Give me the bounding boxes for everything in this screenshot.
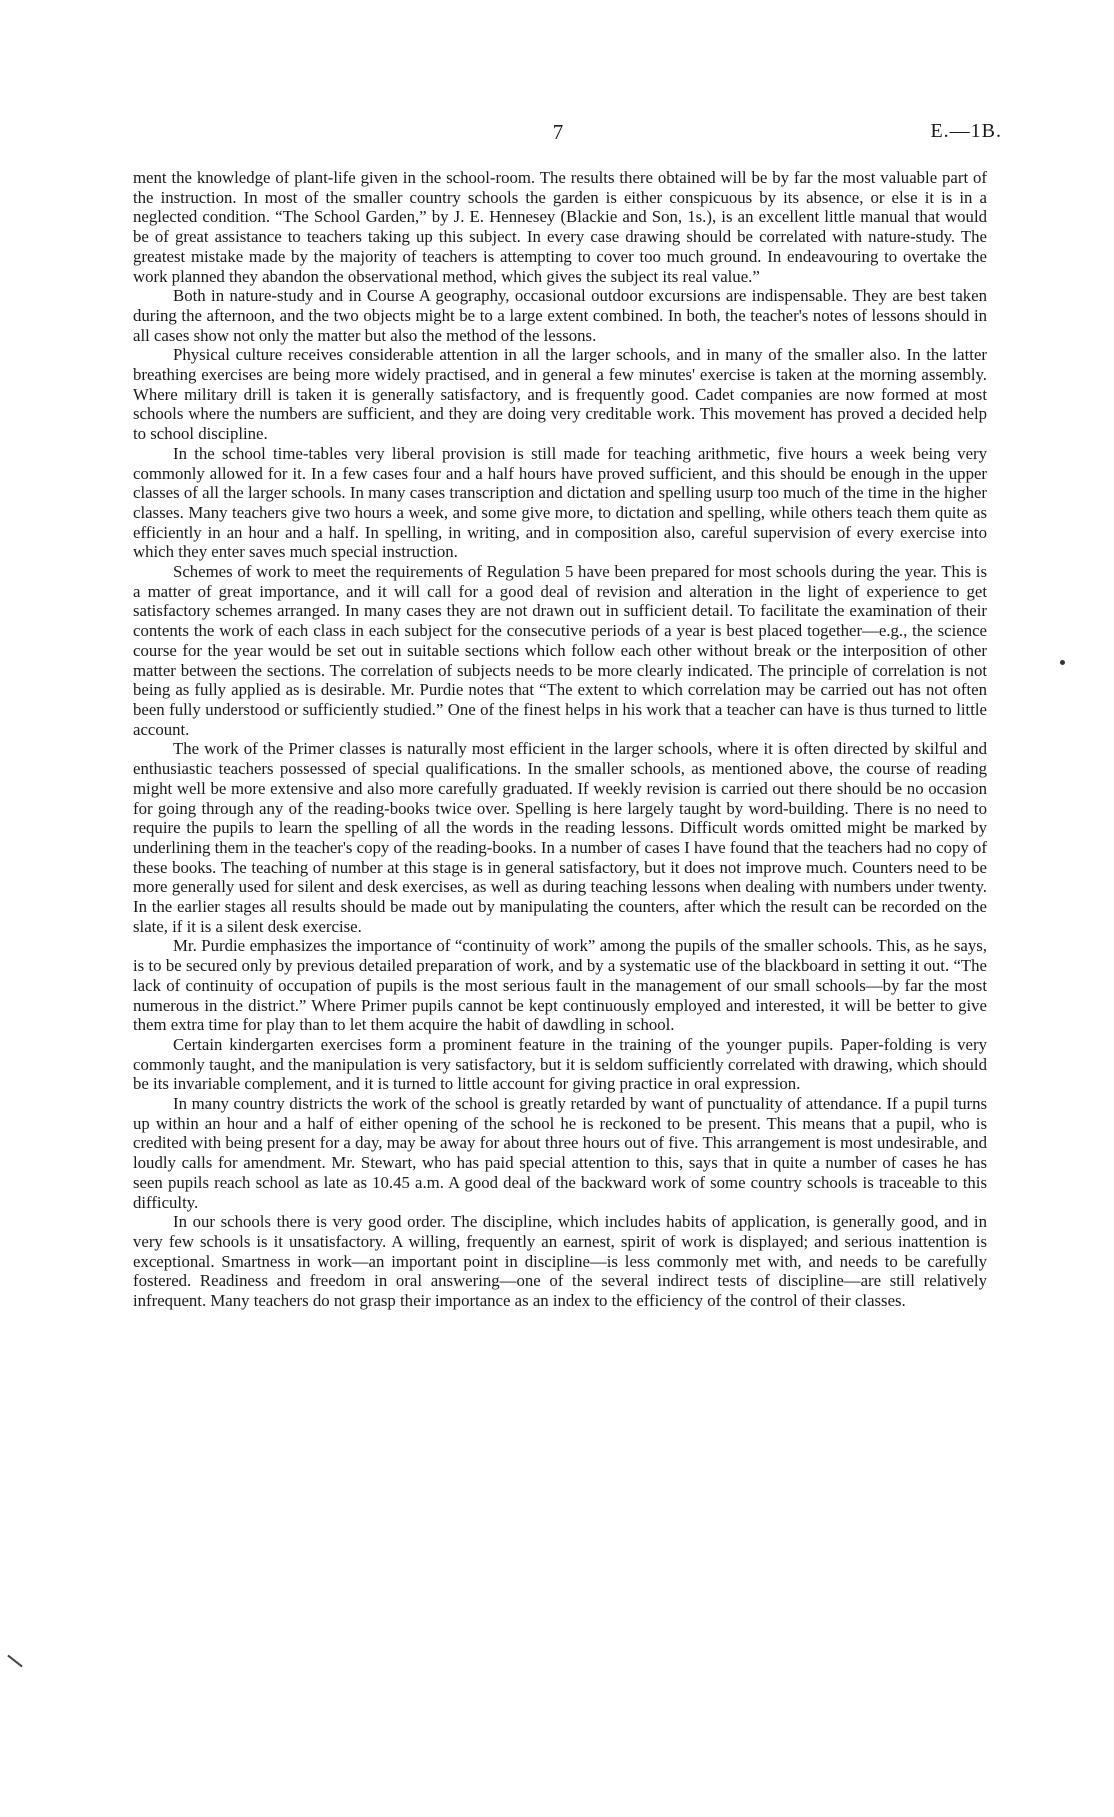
- paragraph: In the school time-tables very liberal provision is still made for teaching arithmetic, five hours a week being very commonly allowed for it. In a few cases four and a half hours have proved sufficient, and this should be enough in the upper classes of all the larger schools. In many cases transcription and dictation and spelling usurp too much of the time in the higher classes. Many teachers give two hours a week, and some give more, to dictation and spelling, while others teach them quite as efficiently in an hour and a half. In spelling, in writing, and in composition also, careful supervision of every exercise into which they enter saves much special instruction.: [133, 443, 987, 562]
- paragraph-continued: ment the knowledge of plant-life given in the school-room. The results there obtained will be by far the most valuable part of the instruction. In most of the smaller country schools the garden is either conspicuous by its absence, or else it is in a neglected condition. “The School Garden,” by J. E. Hennesey (Blackie and Son, 1s.), is an excellent little manual that would be of great assistance to teachers taking up this subject. In every case drawing should be correlated with nature-study. The greatest mistake made by the majority of teachers is attempting to cover too much ground. In endeavouring to overtake the work planned they abandon the observational method, which gives the subject its real value.”: [133, 168, 987, 286]
- paragraph: In many country districts the work of the school is greatly retarded by want of punctuality of attendance. If a pupil turns up within an hour and a half of either opening of the school he is reckoned to be present. This means that a pupil, who is credited with being present for a day, may be away for about three hours out of five. This arrangement is most undesirable, and loudly calls for amendment. Mr. Stewart, who has paid special attention to this, says that in quite a number of cases he has seen pupils reach school as late as 10.45 a.m. A good deal of the backward work of some country schools is traceable to this difficulty.: [133, 1094, 987, 1212]
- body-text: [133, 168, 987, 1311]
- scan-mark: [7, 1655, 22, 1668]
- paragraph: Certain kindergarten exercises form a prominent feature in the training of the younger pupils. Paper-folding is very commonly taught, and the manipulation is very satisfactory, but it is seldom sufficiently correlated with drawing, which should be its invariable complement, and it is turned to little account for giving practice in oral expression.: [133, 1034, 987, 1094]
- paragraph: In our schools there is very good order. The discipline, which includes habits of application, is generally good, and in very few schools is it unsatisfactory. A willing, frequently an earnest, spirit of work is displayed; and serious inattention is exceptional. Smartness in work—an important point in discipline—is less commonly met with, and needs to be carefully fostered. Readiness and freedom in oral answering—one of the several indirect tests of discipline—are still relatively infrequent. Many teachers do not grasp their importance as an index to the efficiency of the control of their classes.: [133, 1212, 987, 1311]
- document-reference: E.—1B.: [930, 120, 1002, 142]
- paragraph: Physical culture receives considerable attention in all the larger schools, and in many of the smaller also. In the latter breathing exercises are being more widely practised, and in general a few minutes' exercise is taken at the morning assembly. Where military drill is taken it is generally satisfactory, and is frequently good. Cadet companies are now formed at most schools where the numbers are sufficient, and they are doing very creditable work. This movement has proved a decided help to school discipline.: [133, 345, 987, 444]
- paragraph: Both in nature-study and in Course A geography, occasional outdoor excursions are indispensable. They are best taken during the afternoon, and the two objects might be to a large extent combined. In both, the teacher's notes of lessons should in all cases show not only the matter but also the method of the lessons.: [133, 286, 987, 345]
- paragraph: Mr. Purdie emphasizes the importance of “continuity of work” among the pupils of the smaller schools. This, as he says, is to be secured only by previous detailed preparation of work, and by a systematic use of the blackboard in setting it out. “The lack of continuity of occupation of pupils is the most serious fault in the management of our small schools—by far the most numerous in the district.” Where Primer pupils cannot be kept continuously employed and interested, it will be better to give them extra time for play than to let them acquire the habit of dawdling in school.: [133, 936, 987, 1035]
- page-number: 7: [552, 120, 564, 144]
- scan-speck: [1060, 660, 1065, 665]
- paragraph: Schemes of work to meet the requirements of Regulation 5 have been prepared for most schools during the year. This is a matter of great importance, and it will call for a good deal of revision and alteration in the light of experience to get satisfactory schemes arranged. In many cases they are not drawn out in sufficient detail. To facilitate the examination of their contents the work of each class in each subject for the consecutive periods of a year is best placed together—e.g., the science course for the year would be set out in suitable sections which follow each other without break or the interposition of other matter between the sections. The correlation of subjects needs to be more clearly indicated. The principle of correlation is not being as fully applied as is desirable. Mr. Purdie notes that “The extent to which correlation may be carried out has not often been fully understood or sufficiently studied.” One of the finest helps in his work that a teacher can have is thus turned to little account.: [133, 562, 987, 739]
- paragraph: The work of the Primer classes is naturally most efficient in the larger schools, where it is often directed by skilful and enthusiastic teachers possessed of special qualifications. In the smaller schools, as mentioned above, the course of reading might well be more extensive and also more carefully graduated. If weekly revision is carried out there should be no occasion for going through any of the reading-books twice over. Spelling is here largely taught by word-building. There is no need to require the pupils to learn the spelling of all the words in the reading lessons. Difficult words omitted might be marked by underlining them in the teacher's copy of the reading-books. In a number of cases I have found that the teachers had no copy of these books. The teaching of number at this stage is in general satisfactory, but it does not improve much. Counters need to be more generally used for silent and desk exercises, as well as during teaching lessons when dealing with numbers under twenty. In the earlier stages all results should be made out by manipulating the counters, after which the result can be recorded on the slate, if it is a silent desk exercise.: [133, 739, 987, 936]
